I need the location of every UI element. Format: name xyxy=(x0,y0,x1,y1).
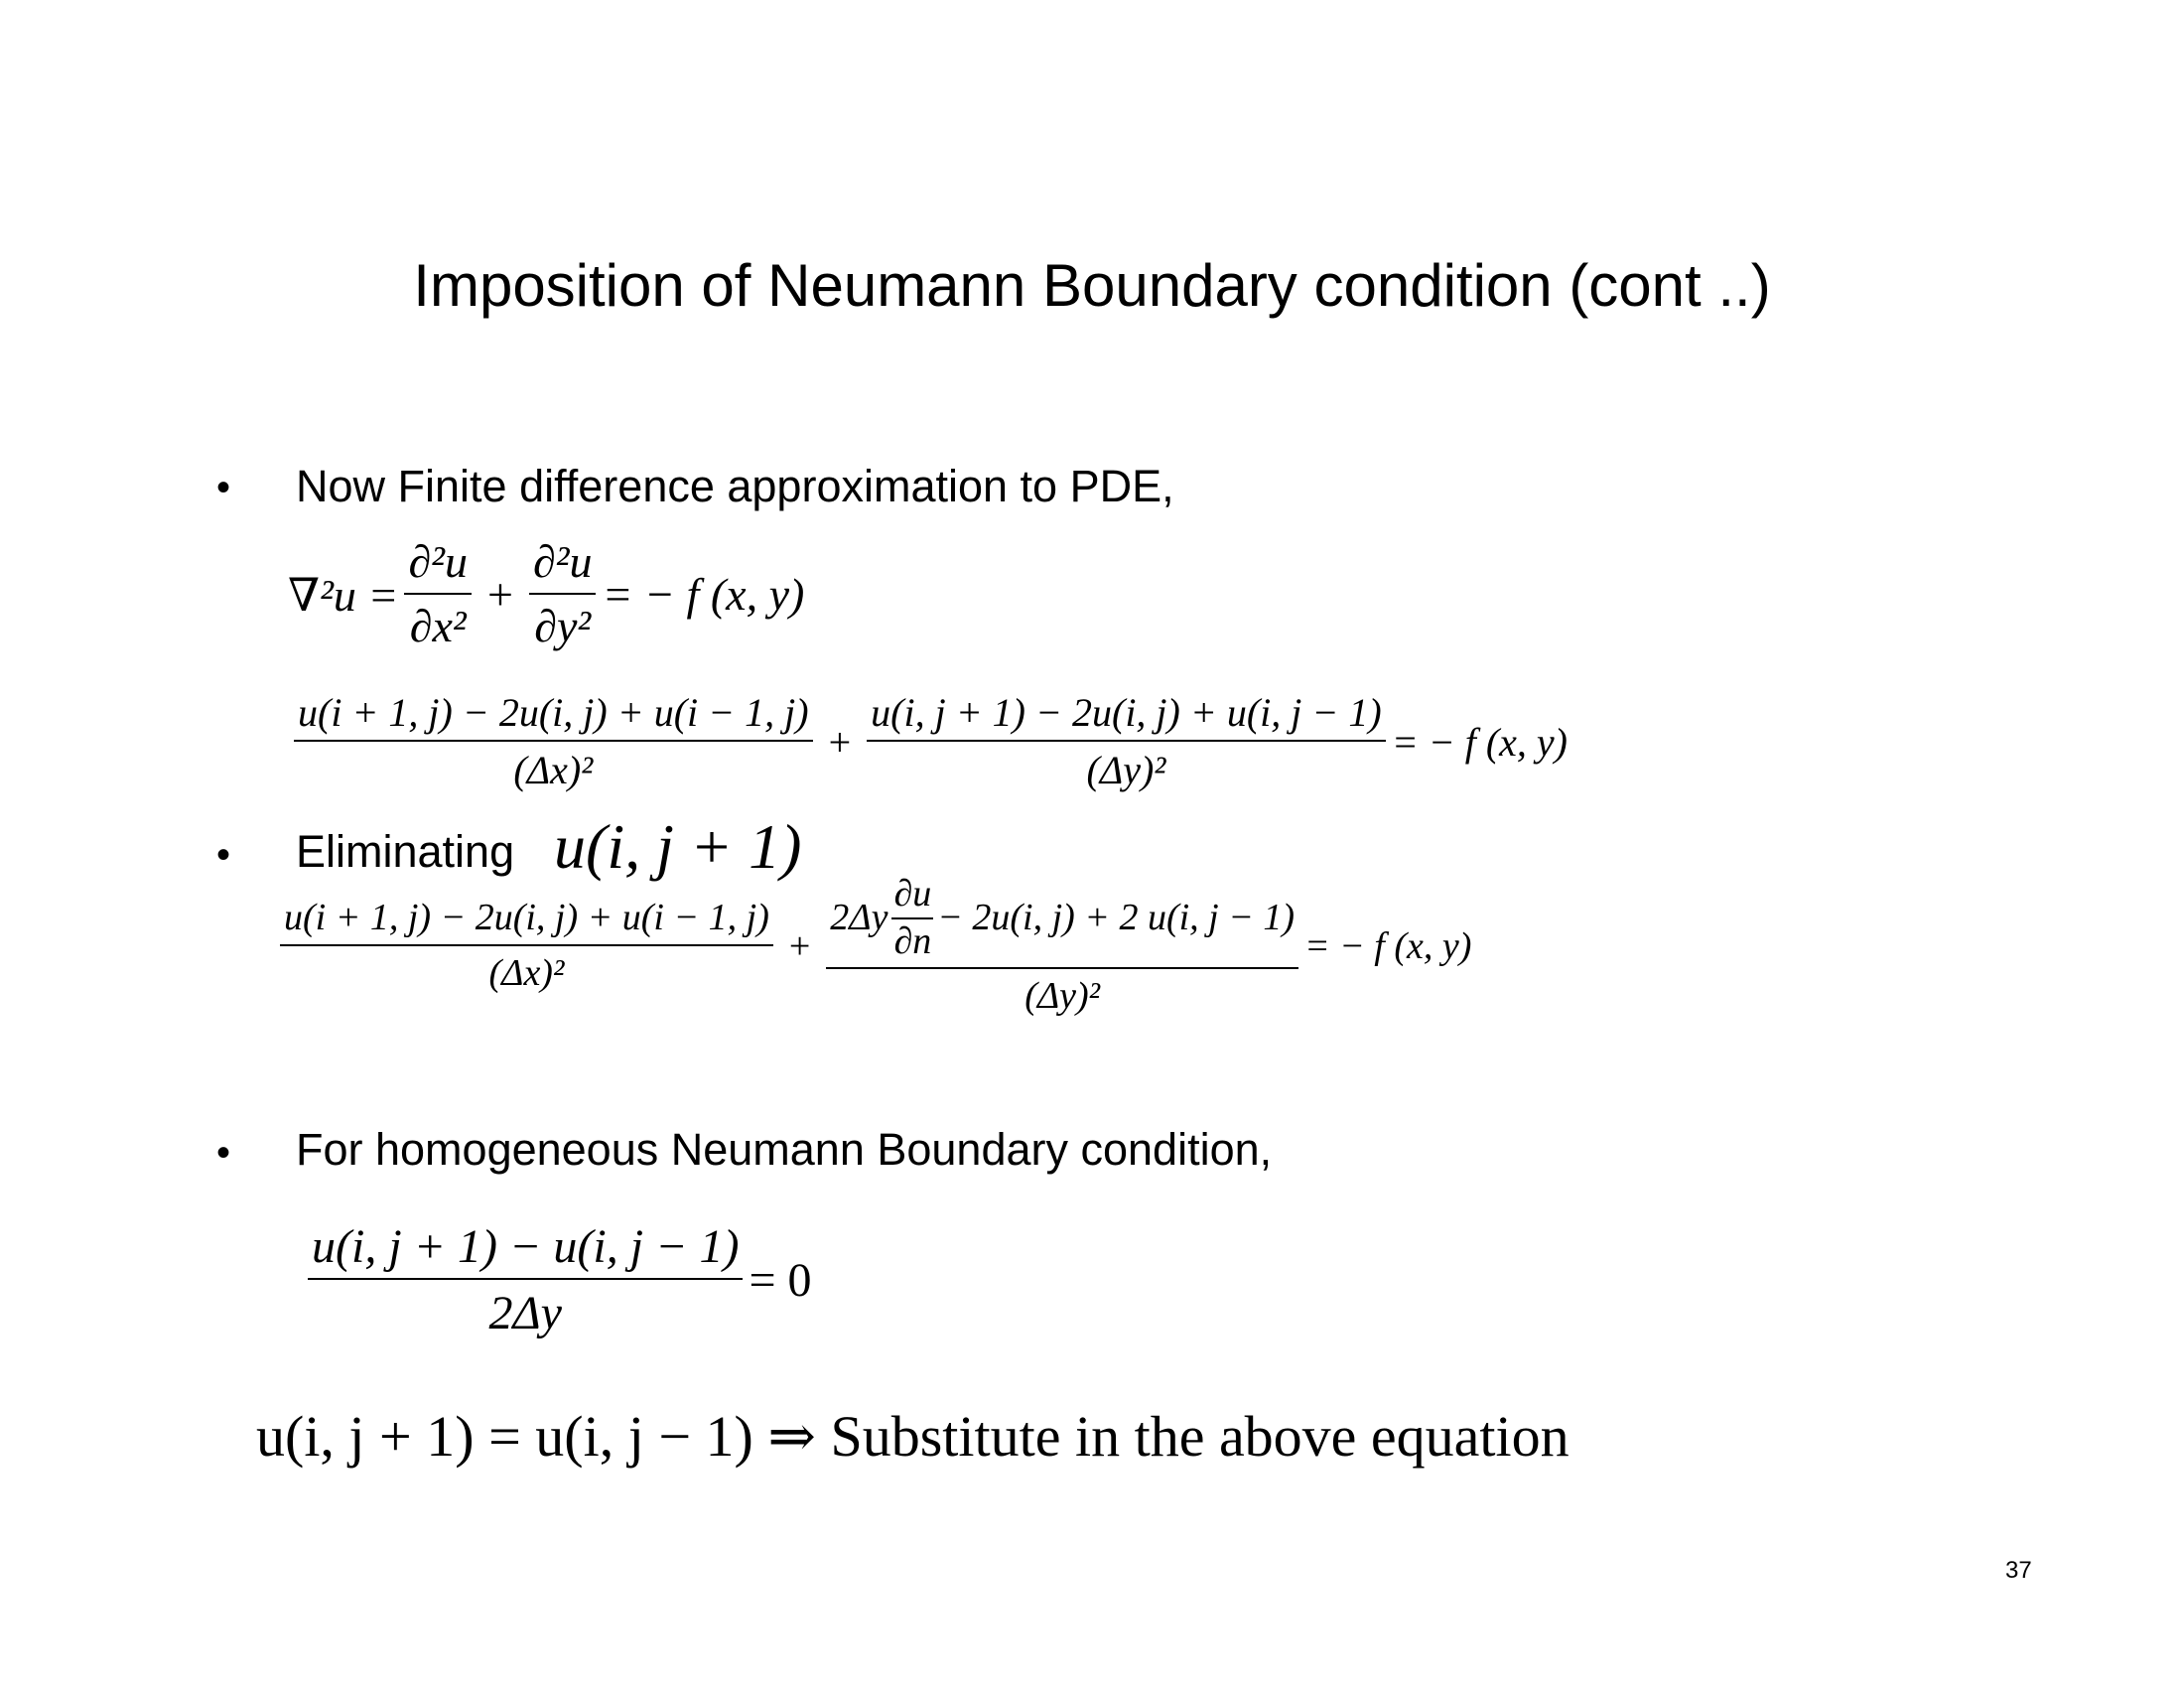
inner-numerator: ∂u xyxy=(893,873,932,914)
elim-rhs: = − f (x, y) xyxy=(1304,924,1472,967)
plus-sign: + xyxy=(828,719,852,765)
fraction-denominator: (Δy)² xyxy=(867,740,1386,793)
equation-finite-difference xyxy=(288,690,1568,793)
slide-title: Imposition of Neumann Boundary condition (cont ..) xyxy=(413,252,1771,319)
equation-homogeneous-neumann xyxy=(302,1219,812,1340)
bullet-marker: • xyxy=(216,833,231,877)
fraction-d2u-dx2 xyxy=(404,536,472,653)
fraction-denominator: (Δx)² xyxy=(280,944,773,996)
fraction-d2u-dy2 xyxy=(529,536,597,653)
fraction-numerator: u(i, j + 1) − u(i, j − 1) xyxy=(312,1220,740,1273)
fraction-y-difference xyxy=(867,690,1386,793)
fraction-x-difference xyxy=(280,897,773,995)
equation-after-elimination xyxy=(274,874,1471,1018)
fraction-numerator xyxy=(826,874,1298,967)
fraction-neumann-substituted xyxy=(826,874,1298,1018)
laplace-lhs: ∇²u = xyxy=(288,569,399,621)
numerator-prefix: 2Δy xyxy=(830,896,888,938)
plus-sign: + xyxy=(788,924,811,967)
fraction-x-difference xyxy=(294,690,813,793)
fraction-numerator: ∂²u xyxy=(408,536,468,587)
fraction-denominator: ∂y² xyxy=(529,593,597,653)
fraction-du-dn xyxy=(891,874,933,963)
fraction-numerator: u(i + 1, j) − 2u(i, j) + u(i − 1, j) xyxy=(298,690,809,735)
fd-rhs: = − f (x, y) xyxy=(1391,719,1568,765)
laplace-rhs: = − f (x, y) xyxy=(602,569,805,621)
fraction-central-difference xyxy=(308,1219,743,1340)
fraction-numerator: ∂²u xyxy=(532,536,593,587)
bullet-marker: • xyxy=(216,1131,231,1175)
hom-rhs: = 0 xyxy=(749,1253,812,1307)
inner-denominator: ∂n xyxy=(891,917,933,963)
fraction-denominator: ∂x² xyxy=(404,593,472,653)
equation-laplace xyxy=(288,536,804,653)
bullet-text-eliminating: Eliminating xyxy=(296,826,515,877)
bullet-text-homogeneous: For homogeneous Neumann Boundary condition, xyxy=(296,1124,1273,1175)
numerator-suffix: − 2u(i, j) + 2 u(i, j − 1) xyxy=(937,896,1296,938)
eliminated-term: u(i, j + 1) xyxy=(554,811,802,882)
bullet-text-fd-approx: Now Finite difference approximation to PDE, xyxy=(296,461,1174,511)
fraction-denominator: (Δx)² xyxy=(294,740,813,793)
fraction-numerator: u(i + 1, j) − 2u(i, j) + u(i − 1, j) xyxy=(284,896,769,938)
fraction-denominator: (Δy)² xyxy=(826,967,1298,1019)
page-number: 37 xyxy=(2005,1557,2032,1584)
bullet-marker: • xyxy=(216,466,231,509)
fraction-numerator: u(i, j + 1) − 2u(i, j) + u(i, j − 1) xyxy=(871,690,1382,735)
equation-result xyxy=(256,1402,1570,1470)
plus-sign: + xyxy=(486,569,513,621)
fraction-denominator: 2Δy xyxy=(308,1278,743,1340)
result-text: u(i, j + 1) = u(i, j − 1) ⇒ Substitute in the above equation xyxy=(256,1404,1570,1469)
